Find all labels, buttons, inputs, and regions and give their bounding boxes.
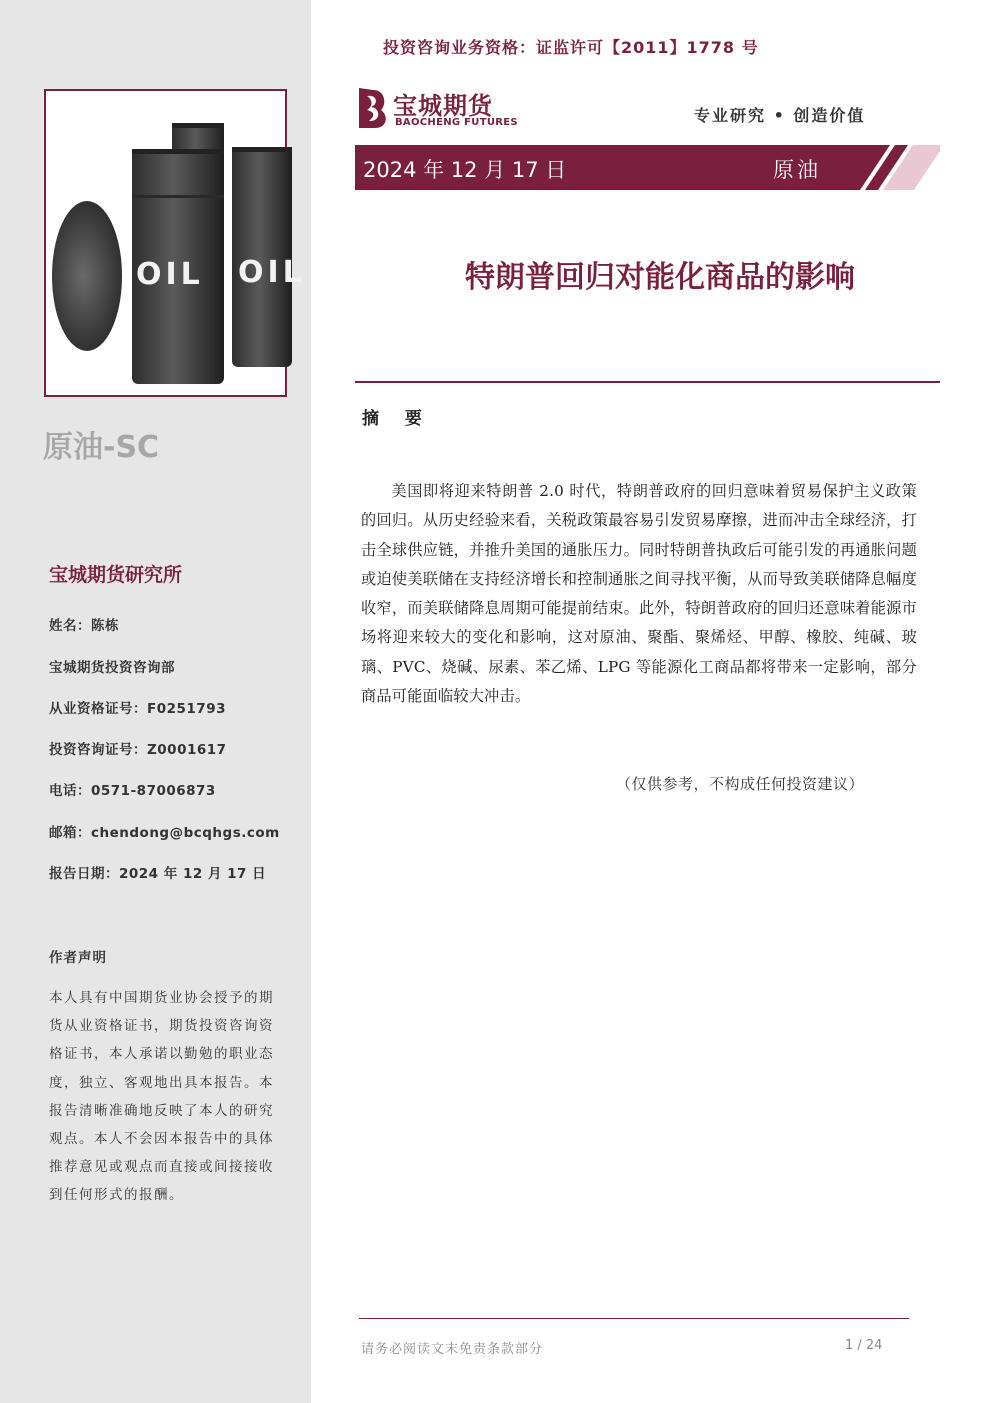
institute-name: 宝城期货研究所 bbox=[49, 564, 183, 586]
product-title: 原油-SC bbox=[43, 430, 160, 465]
declaration-text: 本人具有中国期货业协会授予的期货从业资格证书，期货投资咨询资格证书，本人承诺以勤勉的职业态度，独立、客观地出具本报告。本报告清晰准确地反映了本人的研究观点。本人不会因本报告中的具体推荐意见或观点而直接或间接接收到任何形式的报酬。 bbox=[49, 990, 274, 1204]
abstract-heading: 摘 要 bbox=[362, 409, 432, 429]
report-date: 报告日期：2024 年 12 月 17 日 bbox=[49, 866, 267, 882]
email[interactable]: 邮箱：chendong@bcqhgs.com bbox=[49, 825, 280, 841]
report-title: 特朗普回归对能化商品的影响 bbox=[465, 260, 855, 295]
logo-english-text: BAOCHENG FUTURES bbox=[395, 117, 518, 128]
barrel-label: OIL bbox=[136, 257, 204, 292]
declaration-title: 作者声明 bbox=[49, 950, 107, 966]
license-text: 投资咨询业务资格：证监许可【2011】1778 号 bbox=[383, 38, 759, 57]
investment-disclaimer: （仅供参考，不构成任何投资建议） bbox=[616, 775, 865, 793]
department: 宝城期货投资咨询部 bbox=[49, 660, 175, 676]
footer-note: 请务必阅读文末免责条款部分 bbox=[361, 1342, 544, 1357]
logo-mark-icon bbox=[355, 86, 391, 130]
abstract-body: 美国即将迎来特朗普 2.0 时代，特朗普政府的回归意味着贸易保护主义政策的回归。从历史经验来看，关税政策最容易引发贸易摩擦，进而冲击全球经济，打击全球供应链，并推升美国的通胀压力。同时特朗普执政后可能引发的再通胀问题或迫使美联储在支持经济增长和控制通胀之间寻找平衡，从而导致美联储降息幅度收窄，而美联储降息周期可能提前结束。此外，特朗普政府的回归还意味着能源市场将迎来较大的变化和影响，这对原油、聚酯、聚烯烃、甲醇、橡胶、纯碱、玻璃、PVC、烧碱、尿素、苯乙烯、LPG 等能源化工商品都将带来一定影响，部分商品可能面临较大冲击。 bbox=[361, 482, 917, 706]
barrel-lying bbox=[52, 201, 122, 351]
oil-barrels-photo bbox=[44, 89, 306, 397]
logo-chinese-text: 宝城期货 bbox=[393, 92, 493, 120]
banner-category: 原油 bbox=[773, 158, 821, 182]
page-number: 1 / 24 bbox=[845, 1338, 883, 1353]
barrel-front bbox=[132, 149, 224, 384]
phone: 电话：0571-87006873 bbox=[49, 783, 216, 799]
banner-date: 2024 年 12 月 17 日 bbox=[363, 158, 567, 182]
footer-divider bbox=[359, 1318, 909, 1319]
title-divider bbox=[355, 381, 940, 383]
analyst-name: 姓名：陈栋 bbox=[49, 618, 119, 634]
barrel-right bbox=[232, 147, 306, 367]
company-logo bbox=[355, 86, 525, 132]
sidebar bbox=[0, 0, 311, 1403]
qualification-number: 从业资格证号：F0251793 bbox=[49, 701, 226, 717]
slogan: 专业研究 • 创造价值 bbox=[694, 106, 866, 125]
barrel-label: OIL bbox=[238, 255, 306, 290]
consulting-number: 投资咨询证号：Z0001617 bbox=[49, 742, 227, 758]
